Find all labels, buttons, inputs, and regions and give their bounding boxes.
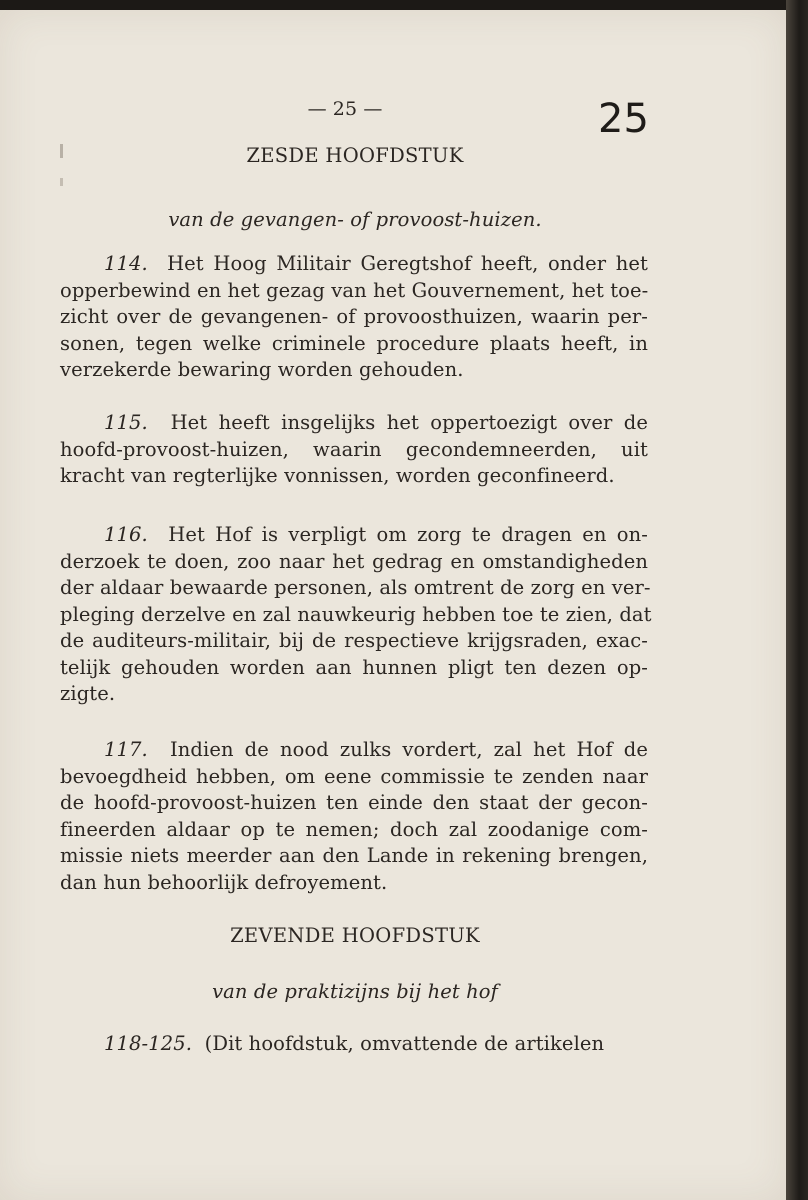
- chapter-6-subheading: van de gevangen- of provoost-huizen.: [168, 208, 542, 231]
- chapter-6-heading: ZESDE HOOFDSTUK: [246, 144, 464, 167]
- article-line: derzoek te doen, zoo naar het gedrag en omstandigheden: [60, 549, 648, 573]
- article-number: 117.: [104, 738, 148, 761]
- scan-top-edge: [0, 0, 808, 10]
- scan-right-edge: [786, 0, 808, 1200]
- article-line: 118-125. (Dit hoofdstuk, omvattende de artikelen: [104, 1032, 605, 1055]
- article-line: de auditeurs-militair, bij de respectieve krijgsraden, exac-: [60, 629, 648, 652]
- article-number: 114.: [104, 252, 148, 275]
- article-line: missie niets meerder aan den Lande in rekening brengen,: [60, 844, 648, 867]
- chapter-7-subheading: van de praktizijns bij het hof: [212, 980, 498, 1003]
- article-line: kracht van regterlijke vonnissen, worden geconfineerd.: [60, 464, 615, 487]
- article-line: telijk gehouden worden aan hunnen pligt ten dezen op-: [60, 655, 648, 679]
- article-line: fineerden aldaar op te nemen; doch zal zoodanige com-: [60, 817, 648, 841]
- article-line: 114. Het Hoog Militair Geregtshof heeft, onder het: [104, 252, 648, 275]
- article-line: opperbewind en het gezag van het Gouvernement, het toe-: [60, 278, 649, 302]
- article-114: [60, 251, 648, 384]
- chapter-7-heading: ZEVENDE HOOFDSTUK: [230, 924, 480, 947]
- article-118-125: [60, 1031, 648, 1058]
- scan-page-number: 25: [598, 96, 650, 142]
- article-117: [60, 737, 648, 896]
- article-116: [60, 522, 652, 708]
- article-number: 116.: [104, 523, 148, 546]
- article-line: hoofd-provoost-huizen, waarin gecondemneerden, uit: [60, 437, 648, 461]
- book-page: [0, 10, 786, 1200]
- article-line: 117. Indien de nood zulks vordert, zal het Hof de: [104, 738, 648, 761]
- article-line: de hoofd-provoost-huizen ten einde den staat der gecon-: [60, 791, 648, 814]
- article-line: verzekerde bewaring worden gehouden.: [60, 358, 464, 381]
- margin-mark: [60, 144, 63, 158]
- article-line: 116. Het Hof is verpligt om zorg te dragen en on-: [104, 523, 648, 546]
- article-line: der aldaar bewaarde personen, als omtrent de zorg en ver-: [60, 576, 651, 599]
- article-number: 118-125.: [104, 1032, 193, 1055]
- article-line: 115. Het heeft insgelijks het oppertoezigt over de: [104, 411, 648, 434]
- article-line: zicht over de gevangenen- of provoosthuizen, waarin per-: [60, 305, 648, 328]
- article-number: 115.: [104, 411, 148, 434]
- running-head: — 25 —: [307, 98, 383, 120]
- article-line: zigte.: [60, 682, 116, 705]
- margin-mark: [60, 178, 63, 186]
- article-line: dan hun behoorlijk defroyement.: [60, 870, 388, 894]
- article-line: bevoegdheid hebben, om eene commissie te zenden naar: [60, 764, 648, 788]
- article-line: sonen, tegen welke criminele procedure plaats heeft, in: [60, 331, 648, 355]
- article-115: [60, 410, 648, 490]
- article-line: pleging derzelve en zal nauwkeurig hebben toe te zien, dat: [60, 602, 652, 626]
